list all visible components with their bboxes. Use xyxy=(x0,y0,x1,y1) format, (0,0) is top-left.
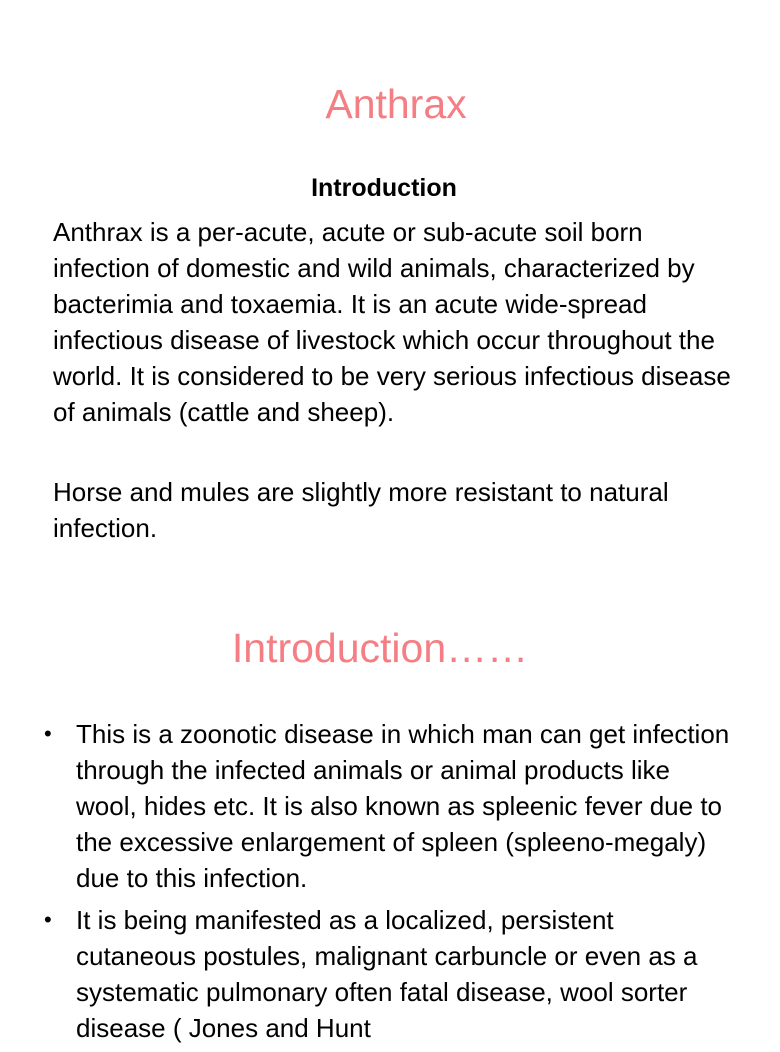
bullet-text: This is a zoonotic disease in which man can get infection through the infected animals or animal products like wool, hides etc. It is also known as spleenic fever due to the excessive enlargement of spleen (spleeno-megaly) due to this infection. xyxy=(76,719,730,893)
section-heading: Introduction xyxy=(311,174,457,202)
body-paragraph: Horse and mules are slightly more resistant to natural infection. xyxy=(53,477,669,543)
list-item xyxy=(0,716,736,896)
slide-title: Introduction…… xyxy=(231,625,529,671)
bullet-text: It is being manifested as a localized, persistent cutaneous postules, malignant carbuncle or even as a systematic pulmonary often fatal disease, wool sorter disease ( Jones and Hunt xyxy=(76,905,698,1043)
bullet-list xyxy=(0,716,768,1052)
bullet-marker: • xyxy=(44,721,52,746)
slide-introduction xyxy=(0,590,768,1043)
body-paragraph: Anthrax is a per-acute, acute or sub-acute soil born infection of domestic and wild animals, characterized by bacterimia and toxaemia. It is an acute wide-spread infectious disease of livestock which occur throughout the world. It is considered to be very serious infectious disease of animals (cattle and sheep). xyxy=(53,217,731,427)
list-item xyxy=(0,902,736,1046)
bullet-marker: • xyxy=(44,907,52,932)
slide-title: Anthrax xyxy=(325,81,467,127)
